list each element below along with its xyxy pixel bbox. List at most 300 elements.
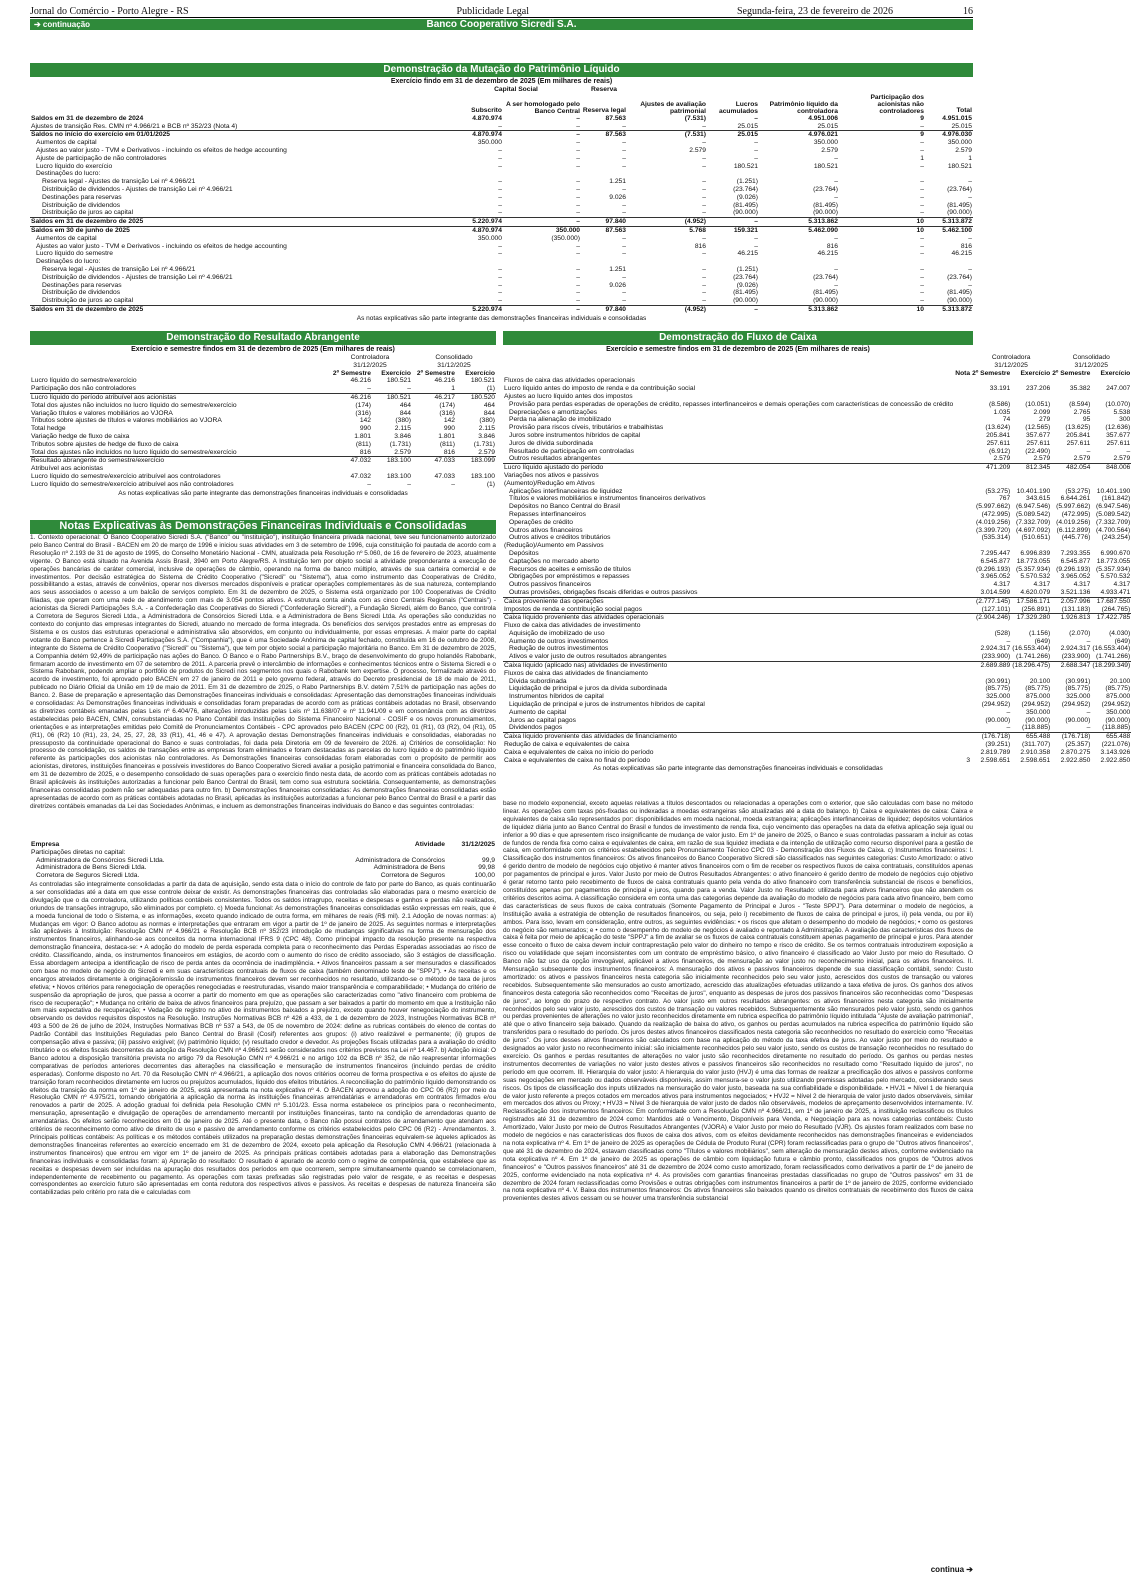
dra-cell: – — [407, 385, 411, 393]
dmpl-cell: – — [498, 289, 502, 297]
dfc-cell — [954, 638, 971, 646]
dfc-cell: 1.926.813 — [1051, 614, 1091, 622]
dfc-cell — [1051, 480, 1091, 488]
dmpl-cell: 25.015 — [951, 122, 972, 130]
dfc-row — [503, 693, 1131, 701]
dmpl-cell: (81.495) — [947, 201, 972, 209]
dmpl-row-label: Ajustes ao valor justo - TVM e Derivativos - incluindo os efeitos de hedge accounting — [36, 146, 287, 154]
dmpl-cell: 2.579 — [689, 146, 706, 154]
dfc-cell: (30.991) — [1065, 677, 1091, 685]
dmpl-row-label: Destinações para reservas — [42, 193, 122, 201]
dfc-row — [503, 678, 1131, 686]
dmpl-cell: (7.531) — [684, 114, 706, 122]
dmpl-cell: (90.000) — [947, 209, 972, 217]
dfc-row-label: Liquidação de principal e juros de instrumentos híbridos de capital — [509, 701, 705, 709]
dfc-cell — [1051, 472, 1091, 480]
dfc-cell — [954, 393, 971, 401]
dfc-cell: 357.677 — [1106, 431, 1131, 439]
dfc-col-1: 2º Semestre — [972, 369, 1011, 377]
dmpl-cell: 9.026 — [609, 193, 626, 201]
dfc-cell: (8.594) — [1069, 400, 1091, 408]
dfc-row-label: Captações no mercado aberto — [509, 557, 599, 565]
dfc-cell: 2.579 — [1073, 455, 1091, 463]
dra-cell: (1.731) — [389, 440, 411, 448]
dfc-cell: 350.000 — [1106, 708, 1131, 716]
dfc-cell: (294.952) — [981, 701, 1011, 709]
dfc-row-label: Lucro líquido ajustado do período — [503, 464, 954, 472]
dmpl-cell: (4.952) — [627, 305, 707, 313]
dfc-row — [503, 503, 1131, 511]
dra-cell: 46.216 — [434, 377, 455, 385]
dfc-date-1: 31/12/2025 — [994, 361, 1028, 369]
newspaper-header — [30, 6, 973, 18]
dra-cell: 3.846 — [394, 432, 411, 440]
dfc-cell: (2.777.145) — [971, 597, 1011, 605]
dfc-row — [503, 653, 1131, 661]
dfc-cell — [954, 401, 971, 409]
dmpl-cell: – — [576, 289, 580, 297]
dfc-row — [503, 519, 1131, 527]
dra-section — [30, 331, 496, 498]
dfc-row — [503, 709, 1131, 717]
dra-col-2: 2º Semestre — [416, 369, 455, 377]
dmpl-row — [30, 209, 973, 217]
dmpl-cell: – — [920, 162, 924, 170]
dfc-cell: (85.775) — [985, 685, 1011, 693]
dmpl-title: Demonstração da Mutação do Patrimônio Líquido — [30, 63, 973, 77]
dmpl-row — [30, 235, 973, 243]
dfc-cell — [954, 693, 971, 701]
dfc-cell: (649) — [1114, 637, 1131, 645]
dra-cell — [328, 465, 372, 473]
dra-cell: 180.521 — [386, 377, 411, 385]
dmpl-cell: – — [920, 265, 924, 273]
dmpl-col-0: Subscrito — [471, 107, 502, 114]
dfc-cell: (12.565) — [1025, 424, 1051, 432]
dra-row-label: Lucro líquido do período atribuível aos acionistas — [30, 393, 328, 401]
dra-cell: 47.033 — [412, 457, 456, 465]
dmpl-cell: – — [498, 265, 502, 273]
dfc-cell: (85.775) — [1065, 685, 1091, 693]
emp-header-date: 31/12/2025 — [461, 841, 495, 848]
dfc-cell — [971, 622, 1011, 630]
dmpl-cell: – — [834, 193, 838, 201]
dmpl-cell: – — [498, 185, 502, 193]
dfc-cell: 357.677 — [1026, 431, 1051, 439]
dfc-cell: (9.296.193) — [1056, 565, 1091, 573]
dfc-row — [503, 542, 1131, 550]
dfc-row-label: Fluxos de caixa das atividades operacionais — [504, 377, 635, 385]
dfc-row-label: (Aumento)/Redução em Ativos — [504, 479, 595, 487]
dra-row — [30, 377, 496, 385]
dfc-row-label: Juros ao capital pagos — [509, 716, 576, 724]
dfc-row-label: Aumento de capital — [509, 708, 567, 716]
dmpl-row-label: Lucro líquido do exercício — [36, 162, 113, 170]
dfc-cell — [954, 749, 971, 757]
dmpl-cell: – — [576, 281, 580, 289]
dfc-cell: (5.997.662) — [976, 503, 1011, 511]
dmpl-row — [30, 258, 973, 266]
dfc-cell — [954, 488, 971, 496]
dfc-cell: 4.933.471 — [1100, 588, 1131, 596]
dmpl-cell: 5.220.974 — [451, 218, 503, 227]
dfc-row — [503, 630, 1131, 638]
dfc-cell — [954, 581, 971, 589]
dmpl-cell: (23.764) — [813, 185, 838, 193]
dfc-row-label: Títulos e valores mobiliários e instrumentos financeiros derivativos — [509, 495, 706, 503]
dfc-row — [503, 495, 1131, 503]
dmpl-cell: (90.000) — [813, 297, 838, 305]
dmpl-cell: – — [920, 281, 924, 289]
dfc-cell: 2.922.850 — [1060, 756, 1091, 764]
dmpl-row — [30, 123, 973, 131]
continua-tag: continua ➔ — [930, 1565, 973, 1574]
dmpl-col-6: Participação dos acionistas não controladores — [870, 93, 924, 115]
dra-cell: (316) — [355, 409, 371, 417]
dmpl-cell: – — [702, 289, 706, 297]
dra-row-label: Variação títulos e valores mobiliários ao VJORA — [31, 409, 173, 417]
dfc-row — [503, 440, 1131, 448]
dmpl-row-label: Aumentos de capital — [36, 234, 97, 242]
dfc-cell — [1011, 622, 1051, 630]
dfc-cell: 247.007 — [1106, 385, 1131, 393]
dfc-cell — [954, 630, 971, 638]
dmpl-cell — [581, 258, 627, 266]
dmpl-cell: – — [920, 273, 924, 281]
dfc-cell: 1.035 — [993, 408, 1011, 416]
dfc-cell: (221.076) — [1101, 741, 1131, 749]
dmpl-cell: – — [576, 122, 580, 130]
dmpl-cell: (90.000) — [733, 297, 758, 305]
dfc-row — [503, 717, 1131, 725]
dfc-cell: – — [1006, 708, 1011, 716]
dmpl-cell — [925, 258, 973, 266]
dfc-cell: (161.842) — [1101, 495, 1131, 503]
dfc-cell — [954, 662, 971, 670]
dfc-row — [503, 741, 1131, 749]
dmpl-row-label: Saldos em 31 de dezembro de 2024 — [31, 114, 144, 122]
dfc-cell: (5.997.662) — [1056, 503, 1091, 511]
dmpl-row-label: Distribuição de dividendos - Ajustes de transição Lei nº 4.966/21 — [42, 273, 233, 281]
dfc-cell: (4.030) — [1109, 629, 1131, 637]
dra-row — [30, 433, 496, 441]
dfc-cell — [971, 670, 1011, 678]
dfc-cell: (3.399.720) — [976, 526, 1011, 534]
dmpl-cell: – — [968, 265, 972, 273]
dfc-cell: (472.995) — [1061, 510, 1091, 518]
dfc-title: Demonstração do Fluxo de Caixa — [503, 331, 973, 345]
dra-cell: – — [407, 480, 411, 488]
dra-cell: 2.579 — [394, 448, 411, 456]
dmpl-cell: – — [754, 234, 758, 242]
dfc-cell: (4.700.564) — [1096, 526, 1131, 534]
dmpl-cell: – — [622, 289, 626, 297]
dmpl-cell: 4.976.030 — [925, 131, 973, 139]
dfc-row-label: Caixa líquido proveniente das atividades de financiamento — [503, 733, 954, 741]
dfc-row-label: Dívida subordinada — [509, 677, 567, 685]
dmpl-cell: 5.462.100 — [925, 226, 973, 234]
dfc-cell — [954, 670, 971, 678]
dfc-row-label: Operações de crédito — [509, 518, 573, 526]
dfc-cell — [971, 480, 1011, 488]
dmpl-cell: (23.764) — [733, 273, 758, 281]
dmpl-cell: – — [834, 281, 838, 289]
dra-cell: 180.521 — [470, 377, 495, 385]
dmpl-row — [30, 250, 973, 258]
dfc-cell: (256.891) — [1021, 605, 1051, 613]
dfc-cell: 7.293.355 — [1060, 549, 1091, 557]
dfc-row — [503, 622, 1131, 630]
dfc-cell: (30.991) — [985, 677, 1011, 685]
dfc-cell — [954, 678, 971, 686]
dmpl-cell: 4.870.974 — [472, 114, 502, 122]
dfc-row-label: Caixa e equivalentes de caixa no final do período — [504, 756, 651, 764]
dmpl-cell — [627, 258, 707, 266]
dfc-cell — [954, 495, 971, 503]
dmpl-cell — [451, 258, 503, 266]
emp-header-empresa: Empresa — [31, 841, 60, 848]
dmpl-cell: – — [920, 193, 924, 201]
dra-cell: 464 — [399, 401, 411, 409]
dmpl-cell: 1 — [968, 154, 972, 162]
dmpl-cell: – — [920, 289, 924, 297]
dfc-cell: – — [1086, 637, 1091, 645]
dmpl-group-capital: Capital Social — [494, 86, 538, 93]
dmpl-cell: 350.000 — [477, 234, 502, 242]
dmpl-row-label: Saldos em 31 de dezembro de 2025 — [30, 305, 451, 313]
dfc-cell: 3.143.926 — [1100, 748, 1131, 756]
emp-row-1-pct: 99,98 — [478, 864, 495, 872]
dmpl-cell: – — [754, 146, 758, 154]
dmpl-row-label: Reserva legal - Ajustes de transição Lei nº 4.966/21 — [42, 265, 196, 273]
dfc-cell — [954, 542, 971, 550]
dra-row-label: Participação dos não controladores — [31, 385, 136, 393]
dfc-row — [503, 606, 1131, 614]
dmpl-table — [30, 86, 973, 314]
dmpl-cell: – — [920, 242, 924, 250]
dfc-row-label: Redução de outros investimentos — [509, 645, 609, 653]
dfc-cell: (176.718) — [1051, 733, 1091, 741]
dmpl-row — [30, 186, 973, 194]
dmpl-cell: – — [920, 297, 924, 305]
dfc-cell: 18.773.055 — [1016, 557, 1051, 565]
dmpl-cell: – — [702, 201, 706, 209]
dmpl-cell: – — [622, 250, 626, 258]
dfc-cell: 2.057.996 — [1051, 597, 1091, 605]
dfc-row-label: Outras provisões, obrigações fiscais diferidas e outros passivos — [509, 588, 698, 596]
dmpl-cell: – — [920, 146, 924, 154]
dmpl-cell: – — [754, 114, 758, 122]
dmpl-cell: 350.000 — [503, 226, 581, 234]
dmpl-cell: – — [702, 139, 706, 147]
dmpl-cell — [925, 170, 973, 178]
dfc-cell: 2.765 — [1073, 408, 1091, 416]
dfc-row-label: Impostos de renda e contribuição social pagos — [504, 605, 642, 613]
dfc-row-label: Provisão para riscos cíveis, tributários e trabalhistas — [509, 424, 664, 432]
dmpl-row-label: Saldos em 30 de junho de 2025 — [30, 226, 451, 234]
dfc-cell: 2.910.358 — [1020, 748, 1051, 756]
dmpl-cell: – — [576, 114, 580, 122]
dmpl-row-label: Ajustes ao valor justo - TVM e Derivativos - incluindo os efeitos de hedge accounting — [36, 242, 287, 250]
dfc-cell — [971, 542, 1011, 550]
dfc-cell: 4.317 — [1033, 581, 1051, 589]
dmpl-cell: 350.000 — [477, 139, 502, 147]
dra-cell: 844 — [483, 409, 495, 417]
dfc-cell: (4.697.092) — [1015, 526, 1051, 534]
dfc-row-label: Dividendos pagos — [509, 724, 563, 732]
dmpl-cell: (9.026) — [736, 281, 758, 289]
dmpl-cell: 5.220.974 — [451, 305, 503, 313]
dmpl-cell: – — [576, 250, 580, 258]
dfc-cell: 2.579 — [993, 455, 1011, 463]
dmpl-row — [30, 163, 973, 171]
dra-cell: 183.100 — [470, 472, 495, 480]
dfc-cell: 20.100 — [1109, 677, 1131, 685]
dmpl-cell: – — [834, 265, 838, 273]
dfc-cell: 350.000 — [1026, 708, 1051, 716]
dfc-row-label: Provisão para perdas esperadas de operações de crédito, repasses interfinanceiros e demais operações com características de concessão de crédito — [509, 400, 954, 408]
dfc-cell — [954, 480, 971, 488]
dfc-row — [503, 589, 1131, 597]
dmpl-cell — [707, 258, 759, 266]
dfc-col-nota: Nota — [955, 369, 971, 377]
dfc-cell: 279 — [1039, 416, 1051, 424]
dmpl-cell: – — [968, 234, 972, 242]
dmpl-cell: 180.521 — [733, 162, 758, 170]
dra-group-consolidado: Consolidado — [435, 354, 473, 361]
dfc-group-controladora: Controladora — [991, 354, 1031, 361]
dfc-cell: 2.689.889 — [971, 662, 1011, 670]
dfc-row-label: Outros ativos e créditos tributários — [509, 534, 611, 542]
dfc-cell: 5.570.532 — [1100, 573, 1131, 581]
dfc-cell — [954, 566, 971, 574]
dra-cell: 990 — [359, 425, 371, 433]
dra-row-label: Total dos ajustes não incluídos no lucro líquido do semestre/exercício — [31, 448, 237, 456]
dfc-cell: 482.054 — [1051, 464, 1091, 472]
emp-subheader: Participações diretas no capital: — [31, 848, 126, 856]
dfc-cell: (22.490) — [1025, 447, 1051, 455]
dfc-cell: (10.070) — [1105, 400, 1131, 408]
dmpl-cell: 1.251 — [609, 178, 626, 186]
dfc-cell: (118.885) — [1022, 724, 1051, 732]
dra-cell: (1.731) — [473, 440, 495, 448]
dra-row — [30, 425, 496, 433]
dfc-cell: (127.101) — [981, 605, 1011, 613]
dmpl-cell: – — [702, 154, 706, 162]
dmpl-cell: 816 — [826, 242, 838, 250]
dra-row-label: Atribuível aos acionistas — [31, 465, 104, 473]
dmpl-cell: – — [702, 122, 706, 130]
dfc-cell: (131.183) — [1061, 605, 1091, 613]
dmpl-cell: – — [498, 146, 502, 154]
dfc-cell — [954, 424, 971, 432]
dfc-cell: (294.952) — [1101, 701, 1131, 709]
dfc-row-label: Fluxo de caixa das atividades de investimento — [504, 622, 641, 630]
dfc-cell: 6.545.877 — [1060, 557, 1091, 565]
dfc-cell: (6.947.546) — [1015, 503, 1051, 511]
dfc-cell — [954, 622, 971, 630]
dfc-cell: 17.329.280 — [1011, 614, 1051, 622]
emp-row-0-name: Administradora de Consórcios Sicredi Ltda. — [36, 856, 165, 864]
dmpl-cell: – — [920, 209, 924, 217]
dfc-cell — [954, 464, 971, 472]
dfc-cell: (294.952) — [1021, 701, 1051, 709]
dmpl-cell: – — [498, 162, 502, 170]
dmpl-cell: (81.495) — [813, 201, 838, 209]
dmpl-cell: (23.764) — [947, 273, 972, 281]
dfc-cell — [954, 511, 971, 519]
dra-cell: 142 — [443, 417, 455, 425]
dfc-cell: (243.254) — [1101, 534, 1131, 542]
dmpl-cell: (4.952) — [627, 218, 707, 227]
dfc-cell — [954, 385, 971, 393]
dfc-cell: (264.765) — [1101, 605, 1131, 613]
dmpl-cell: – — [707, 305, 759, 313]
dfc-cell: 300 — [1119, 416, 1131, 424]
dmpl-cell: – — [622, 201, 626, 209]
dmpl-row-label: Distribuição de juros ao capital — [42, 209, 134, 217]
dfc-cell: 205.841 — [986, 431, 1011, 439]
dfc-row-label: Caixa proveniente das operações — [503, 597, 954, 605]
dmpl-cell: 97.840 — [581, 305, 627, 313]
dmpl-col-4: Lucros acumulados — [718, 100, 758, 115]
dmpl-cell: 4.870.974 — [451, 226, 503, 234]
dra-row — [30, 410, 496, 418]
dmpl-cell: 4.951.015 — [942, 114, 972, 122]
dra-cell: 47.032 — [350, 472, 371, 480]
dmpl-cell: – — [576, 201, 580, 209]
dmpl-cell: – — [622, 209, 626, 217]
dra-cell: 1.801 — [438, 432, 455, 440]
dmpl-cell — [759, 258, 839, 266]
dfc-row — [503, 685, 1131, 693]
dfc-cell — [954, 472, 971, 480]
dfc-cell — [1091, 670, 1131, 678]
dfc-cell: 2.579 — [1033, 455, 1051, 463]
dra-cell: 183.099 — [456, 457, 496, 465]
dmpl-cell: – — [622, 234, 626, 242]
dfc-cell — [954, 409, 971, 417]
dmpl-cell: – — [576, 178, 580, 186]
dmpl-cell: – — [834, 234, 838, 242]
dfc-cell: (7.332.709) — [1096, 518, 1131, 526]
dfc-cell: (6.112.899) — [1056, 526, 1091, 534]
dfc-cell: 6.644.261 — [1060, 495, 1091, 503]
dfc-cell — [954, 519, 971, 527]
dra-note: As notas explicativas são parte integrante das demonstrações financeiras individuais e consolidadas — [118, 489, 408, 497]
dfc-row-label: Depreciações e amortizações — [509, 408, 598, 416]
dfc-cell: 812.345 — [1011, 464, 1051, 472]
dfc-cell: 205.841 — [1066, 431, 1091, 439]
dfc-cell: 257.611 — [1106, 439, 1131, 447]
dfc-cell: (53.275) — [985, 487, 1011, 495]
dfc-cell — [954, 440, 971, 448]
page-number: 16 — [963, 6, 973, 17]
dmpl-row — [30, 243, 973, 251]
notas-section — [30, 520, 496, 1557]
dmpl-cell: – — [498, 201, 502, 209]
dra-cell: 816 — [359, 448, 371, 456]
dmpl-cell: – — [968, 281, 972, 289]
dfc-cell — [954, 527, 971, 535]
newspaper-name: Jornal do Comércio - Porto Alegre - RS — [30, 6, 189, 17]
dfc-cell — [1051, 670, 1091, 678]
dmpl-cell: – — [576, 154, 580, 162]
dra-cell: 3.846 — [478, 432, 495, 440]
dfc-cell: (649) — [1034, 637, 1051, 645]
dfc-cell: 2.924.317 — [1060, 645, 1091, 653]
emp-row-2-pct: 100,00 — [474, 872, 495, 880]
